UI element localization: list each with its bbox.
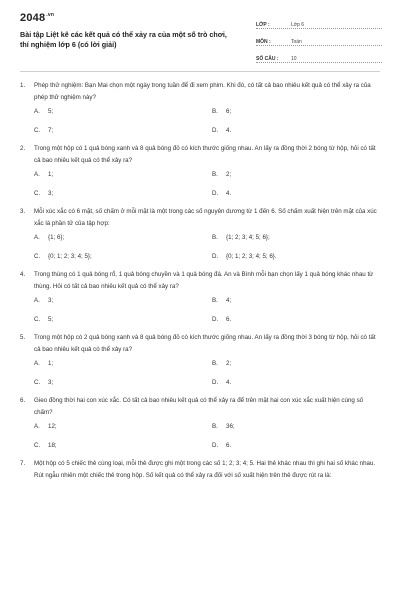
option-text: 3; (48, 379, 54, 386)
answer-option[interactable] (34, 379, 212, 387)
option-text: 1; (48, 360, 54, 367)
option-text: 2; (226, 171, 232, 178)
option-letter: B. (212, 108, 218, 115)
answer-option[interactable] (212, 190, 390, 198)
answer-option[interactable] (34, 234, 212, 242)
meta-label: LỚP : (256, 22, 270, 28)
option-text: {1; 2; 3; 4; 5; 6}; (226, 234, 270, 241)
answer-options (34, 171, 380, 198)
answer-option[interactable] (34, 253, 212, 261)
meta-label: SỐ CÂU : (256, 56, 279, 62)
option-letter: B. (212, 234, 218, 241)
option-text: 6; (226, 108, 232, 115)
option-text: 4; (226, 297, 232, 304)
option-text: {0; 1; 2; 3; 4; 5}; (48, 253, 92, 260)
question-item (20, 143, 380, 198)
option-text: 3; (48, 297, 54, 304)
answer-option[interactable] (34, 423, 212, 431)
answer-options (34, 423, 380, 450)
question-item (20, 206, 380, 261)
option-letter: D. (212, 442, 219, 449)
option-text: 7; (48, 127, 54, 134)
option-text: 4. (226, 127, 232, 134)
answer-option[interactable] (34, 108, 212, 116)
option-letter: A. (34, 360, 40, 367)
option-letter: C. (34, 127, 41, 134)
question-body: Gieo đồng thời hai con xúc xắc. Có tất cả bao nhiêu kết quả có thể xảy ra để trên mặt hai con xúc xắc xuất hiện cùng số chấm? (34, 397, 364, 416)
option-text: 2; (226, 360, 232, 367)
question-text (20, 395, 380, 418)
answer-option[interactable] (212, 379, 390, 387)
meta-value: Lớp 6 (291, 22, 305, 28)
question-text (20, 206, 380, 229)
answer-option[interactable] (212, 423, 390, 431)
document-meta (256, 14, 382, 65)
question-item (20, 80, 380, 135)
option-text: 3; (48, 190, 54, 197)
option-letter: D. (212, 316, 219, 323)
question-number: 6. (20, 397, 26, 404)
question-number: 7. (20, 460, 26, 467)
answer-option[interactable] (212, 127, 390, 135)
option-letter: D. (212, 127, 219, 134)
option-text: 12; (48, 423, 57, 430)
option-text: 5; (48, 108, 54, 115)
question-list (20, 80, 380, 489)
option-text: 1; (48, 171, 54, 178)
answer-option[interactable] (34, 360, 212, 368)
answer-options (34, 297, 380, 324)
question-text (20, 143, 380, 166)
option-letter: C. (34, 442, 41, 449)
option-letter: D. (212, 190, 219, 197)
question-number: 5. (20, 334, 26, 341)
question-number: 3. (20, 208, 26, 215)
answer-option[interactable] (212, 360, 390, 368)
answer-option[interactable] (34, 127, 212, 135)
option-letter: A. (34, 297, 40, 304)
meta-value: 10 (291, 56, 297, 62)
question-text (20, 80, 380, 103)
question-body: Trong một hộp có 2 quả bóng xanh và 8 quả bóng đỏ có kích thước giống nhau. An lấy ra đồng thời 3 bóng từ hộp, hỏi có tất cả bao nhiêu kết quả có thể xảy ra? (34, 334, 376, 353)
question-body: Mỗi xúc xắc có 6 mặt, số chấm ở mỗi mặt là một trong các số nguyên dương từ 1 đến 6. Số chấm xuất hiện trên mặt của xúc xắc là phần tử của tập hợp: (34, 208, 377, 227)
answer-option[interactable] (212, 297, 390, 305)
option-text: 36; (226, 423, 235, 430)
answer-options (34, 234, 380, 261)
answer-option[interactable] (34, 171, 212, 179)
answer-option[interactable] (212, 253, 390, 261)
option-text: 4. (226, 379, 232, 386)
option-letter: B. (212, 360, 218, 367)
option-letter: A. (34, 171, 40, 178)
question-body: Trong một hộp có 1 quả bóng xanh và 8 quả bóng đỏ có kích thước giống nhau. An lấy ra đồng thời 2 bóng từ hộp, hỏi có tất cả bao nhiêu kết quả có thể xảy ra? (34, 145, 376, 164)
meta-row (256, 14, 382, 29)
answer-option[interactable] (212, 108, 390, 116)
site-logo[interactable]: $2048^{.vn}$ (20, 12, 55, 24)
option-letter: B. (212, 423, 218, 430)
header-divider (20, 71, 380, 72)
answer-option[interactable] (212, 442, 390, 450)
option-text: 5; (48, 316, 54, 323)
option-text: 18; (48, 442, 57, 449)
option-text: 6. (226, 442, 232, 449)
question-number: 4. (20, 271, 26, 278)
option-letter: C. (34, 253, 41, 260)
question-item (20, 269, 380, 324)
option-text: {1; 6}; (48, 234, 65, 241)
option-letter: A. (34, 234, 40, 241)
option-letter: B. (212, 171, 218, 178)
answer-option[interactable] (34, 297, 212, 305)
meta-row (256, 31, 382, 46)
answer-option[interactable] (212, 234, 390, 242)
option-text: 4. (226, 190, 232, 197)
answer-option[interactable] (34, 316, 212, 324)
question-item (20, 458, 380, 481)
answer-option[interactable] (212, 171, 390, 179)
question-text (20, 458, 380, 481)
document-header (20, 12, 380, 66)
answer-options (34, 360, 380, 387)
meta-label: MÔN : (256, 39, 271, 45)
option-letter: C. (34, 190, 41, 197)
option-letter: C. (34, 316, 41, 323)
meta-value: Toán (291, 39, 302, 45)
question-item (20, 332, 380, 387)
question-body: Phép thử nghiệm: Bạn Mai chọn một ngày trong tuần để đi xem phim. Khi đó, có tất cả bao nhiêu kết quả có thể xảy ra của phép thử nghiệm này? (34, 82, 371, 101)
option-text: 6. (226, 316, 232, 323)
option-letter: C. (34, 379, 41, 386)
option-letter: A. (34, 423, 40, 430)
question-number: 2. (20, 145, 26, 152)
question-text (20, 332, 380, 355)
option-letter: B. (212, 297, 218, 304)
question-body: Một hộp có 5 chiếc thẻ cùng loại, mỗi thẻ được ghi một trong các số 1; 2; 3; 4; 5. Hai thẻ khác nhau thì ghi hai số khác nhau. Rút ngẫu nhiên một chiếc thẻ trong hộp. Số kết quả có thể xảy ra đối với số xuất hiện trên thẻ được rút ra là: (34, 460, 376, 479)
question-body: Trong thùng có 1 quả bóng rổ, 1 quả bóng chuyền và 1 quả bóng đá. An và Bình mỗi bạn chọn lấy 1 quả bóng khác nhau từ thùng. Hỏi có tất cả bao nhiêu kết quả có thể xảy ra? (34, 271, 374, 290)
option-letter: A. (34, 108, 40, 115)
answer-option[interactable] (34, 190, 212, 198)
document-title: Bài tập Liệt kê các kết quả có thể xảy ra của một số trò chơi, thí nghiệm lớp 6 (có lời giải) (20, 30, 227, 49)
answer-option[interactable] (212, 316, 390, 324)
option-text: {0; 1; 2; 3; 4; 5; 6}. (226, 253, 277, 260)
option-letter: D. (212, 379, 219, 386)
question-item (20, 395, 380, 450)
answer-option[interactable] (34, 442, 212, 450)
option-letter: D. (212, 253, 219, 260)
answer-options (34, 108, 380, 135)
meta-row (256, 48, 382, 63)
question-number: 1. (20, 82, 26, 89)
question-text (20, 269, 380, 292)
